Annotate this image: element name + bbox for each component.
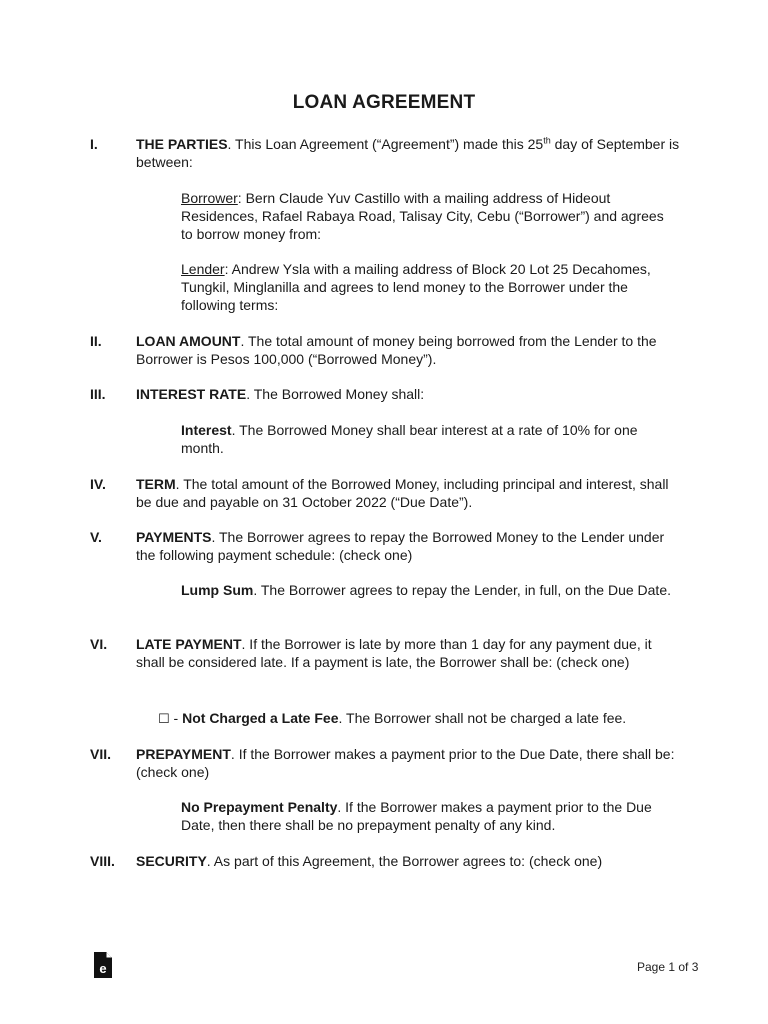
section-number: II. [90, 333, 102, 349]
borrower-label: Borrower [181, 190, 238, 206]
section-label: PREPAYMENT [136, 746, 231, 762]
section-number: IV. [90, 476, 106, 492]
page-number: Page 1 of 3 [637, 960, 699, 974]
section-text: . This Loan Agreement (“Agreement”) made this 25 [227, 136, 544, 152]
lump-sum-clause [181, 581, 676, 599]
section-text: . As part of this Agreement, the Borrower agrees to: (check one) [206, 853, 603, 869]
prepayment-penalty-label: No Prepayment Penalty [181, 799, 338, 815]
section-text: . The total amount of money being borrowed from the Lender to the Borrower is Pesos 100,000 (“Borrowed Money”). [136, 333, 657, 367]
section-security [136, 852, 681, 870]
section-text: . If the Borrower makes a payment prior to the Due Date, there shall be: (check one) [136, 746, 675, 780]
interest-clause [181, 421, 676, 457]
section-prepayment [136, 745, 681, 781]
document-title: LOAN AGREEMENT [292, 92, 476, 113]
section-late-payment [136, 635, 681, 671]
interest-text: . The Borrowed Money shall bear interest at a rate of 10% for one month. [181, 422, 638, 456]
option-dash: - [169, 710, 183, 726]
section-number: III. [90, 386, 106, 402]
prepayment-penalty-text: . If the Borrower makes a payment prior to the Due Date, then there shall be no prepayment penalty of any kind. [181, 799, 652, 833]
section-text: . If the Borrower is late by more than 1 day for any payment due, it shall be considered late. If a payment is late, the Borrower shall be: (check one) [136, 636, 652, 670]
late-fee-option [158, 709, 698, 729]
section-label: INTEREST RATE [136, 386, 247, 402]
late-fee-text: . The Borrower shall not be charged a late fee. [338, 710, 627, 726]
lender-text: : Andrew Ysla with a mailing address of Block 20 Lot 25 Decahomes, Tungkil, Minglanilla and agrees to lend money to the Borrower under the following terms: [181, 261, 651, 313]
lender-clause [181, 260, 676, 314]
section-number: V. [90, 529, 102, 545]
borrower-text: : Bern Claude Yuv Castillo with a mailing address of Hideout Residences, Rafael Rabaya Road, Talisay City, Cebu (“Borrower”) and agrees to borrow money from: [181, 190, 664, 242]
section-loan-amount [136, 332, 681, 368]
section-number: VIII. [90, 853, 115, 869]
section-parties [136, 135, 681, 171]
section-number: I. [90, 136, 98, 152]
section-label: THE PARTIES [136, 136, 228, 152]
lender-label: Lender [181, 261, 225, 277]
ordinal-suffix: th [543, 135, 551, 146]
lump-sum-label: Lump Sum [181, 582, 254, 598]
section-interest-rate [136, 385, 681, 403]
section-label: LATE PAYMENT [136, 636, 242, 652]
lump-sum-text: . The Borrower agrees to repay the Lender, in full, on the Due Date. [253, 582, 671, 598]
section-payments [136, 528, 681, 564]
eforms-logo-icon [92, 951, 114, 979]
section-text: day of September is between: [136, 136, 680, 170]
section-label: PAYMENTS [136, 529, 212, 545]
section-number: VII. [90, 746, 112, 762]
section-label: TERM [136, 476, 176, 492]
svg-text:e: e [99, 961, 107, 976]
late-fee-checkbox[interactable]: ☐ [158, 712, 170, 727]
section-label: LOAN AMOUNT [136, 333, 241, 349]
section-text: . The total amount of the Borrowed Money, including principal and interest, shall be due and payable on 31 October 2022 (“Due Date”). [136, 476, 669, 510]
late-fee-label: Not Charged a Late Fee [182, 710, 339, 726]
section-number: VI. [90, 636, 108, 652]
section-text: . The Borrower agrees to repay the Borrowed Money to the Lender under the following payment schedule: (check one) [136, 529, 665, 563]
borrower-clause [181, 189, 676, 243]
section-text: . The Borrowed Money shall: [246, 386, 425, 402]
section-term [136, 475, 681, 511]
section-label: SECURITY [136, 853, 207, 869]
interest-label: Interest [181, 422, 232, 438]
prepayment-penalty-clause [181, 798, 676, 834]
